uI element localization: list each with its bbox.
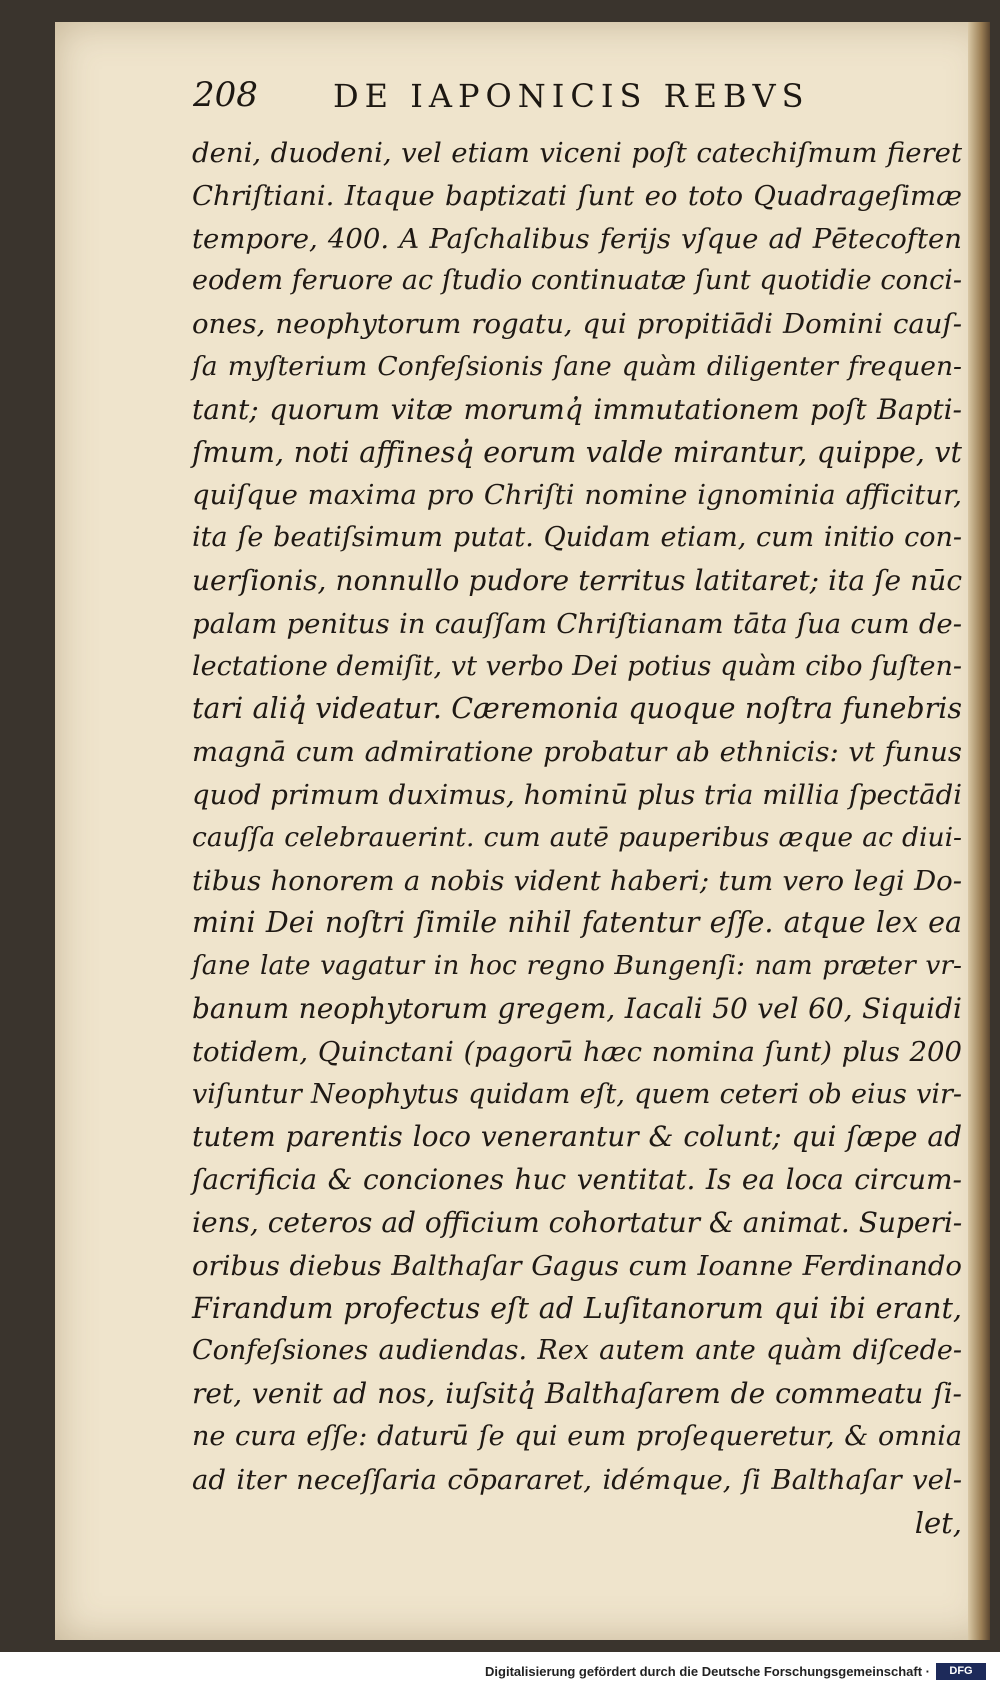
text-line: banum neophytorum gregem, Iacali 50 vel 60, Siquidi: [192, 991, 962, 1025]
text-line: Chriſtiani. Itaque baptizati ſunt eo toto Quadrageſimæ: [192, 179, 962, 212]
page-header: [193, 75, 843, 119]
text-line: tempore, 400. A Paſchalibus ferijs vſque ad Pētecoften: [192, 222, 962, 255]
text-line: totidem, Quinctani (pagorū hæc nomina ſunt) plus 200: [192, 1035, 962, 1068]
text-line: Firandum profectus eſt ad Luſitanorum qui ibi erant,: [192, 1291, 962, 1325]
text-line: oribus diebus Balthaſar Gagus cum Ioanne Ferdinando: [192, 1249, 962, 1282]
text-line: tant; quorum vitæ morumq̓ immutationem poſt Bapti-: [192, 392, 962, 426]
text-line: quiſque maxima pro Chriſti nomine ignominia afficitur,: [192, 479, 962, 512]
running-title: DE IAPONICIS REBVS: [333, 77, 810, 115]
text-line: uerſionis, nonnullo pudore territus latitaret; ita ſe nūc: [192, 563, 962, 597]
page-edge-shadow: [968, 22, 990, 1640]
text-line: ſmum, noti affinesq̓ eorum valde mirantur, quippe, vt: [192, 435, 962, 469]
text-line: ſacrificia & conciones huc ventitat. Is ea loca circum-: [192, 1163, 962, 1197]
page-number: 208: [193, 75, 258, 115]
text-line: ones, neophytorum rogatu, qui propitiādi Domini cauſ-: [192, 308, 962, 341]
text-line: Confeſsiones audiendas. Rex autem ante quàm diſcede-: [192, 1335, 962, 1367]
text-line: tibus honorem a nobis vident haberi; tum vero legi Do-: [192, 864, 962, 897]
text-line: iens, ceteros ad officium cohortatur & animat. Superi-: [192, 1205, 963, 1239]
text-line: ret, venit ad nos, iuſsitq̓ Balthaſarem de commeatu ſi-: [192, 1377, 962, 1411]
text-line: cauſſa celebrauerint. cum autē pauperibus æque ac diui-: [192, 821, 962, 853]
text-line: palam penitus in cauſſam Chriſtianam tāta ſua cum de-: [192, 607, 962, 640]
text-line: eodem feruore ac ſtudio continuatæ ſunt quotidie conci-: [192, 265, 962, 297]
text-line: viſuntur Neophytus quidam eſt, quem ceteri ob eius vir-: [192, 1078, 962, 1110]
text-line: lectatione demiſit, vt verbo Dei potius quàm cibo ſuſten-: [192, 650, 962, 682]
text-line: quod primum duximus, hominū plus tria millia ſpectādi: [192, 778, 962, 811]
text-line: deni, duodeni, vel etiam viceni poſt catechiſmum fieret: [192, 137, 962, 169]
text-line: ad iter neceſſaria cōpararet, idémque, ſi Balthaſar vel-: [192, 1463, 962, 1496]
text-line: mini Dei noſtri ſimile nihil fatentur eſſe. atque lex ea: [192, 906, 962, 940]
text-line: ne cura eſſe: daturū ſe qui eum proſequeretur, & omnia: [192, 1420, 962, 1452]
dfg-logo-icon: DFG: [936, 1663, 986, 1680]
text-line: ſa myſterium Confeſsionis ſane quàm diligenter frequen-: [192, 350, 962, 382]
text-line: tari aliq̓ videatur. Cæremonia quoque noſtra funebris: [192, 692, 962, 726]
text-line: magnā cum admiratione probatur ab ethnicis: vt funus: [192, 736, 962, 769]
text-line: ita ſe beatiſsimum putat. Quidam etiam, cum initio con-: [192, 522, 962, 554]
body-text: [192, 132, 962, 1544]
funding-credit: Digitalisierung gefördert durch die Deutsche Forschungsgemeinschaft ·: [485, 1664, 930, 1679]
digitization-footer: [0, 1660, 1000, 1688]
text-line-final: let,: [914, 1505, 962, 1540]
text-line: ſane late vagatur in hoc regno Bungenſi: nam præter vr-: [192, 950, 962, 982]
text-line: tutem parentis loco venerantur & colunt; qui ſæpe ad: [192, 1120, 962, 1154]
